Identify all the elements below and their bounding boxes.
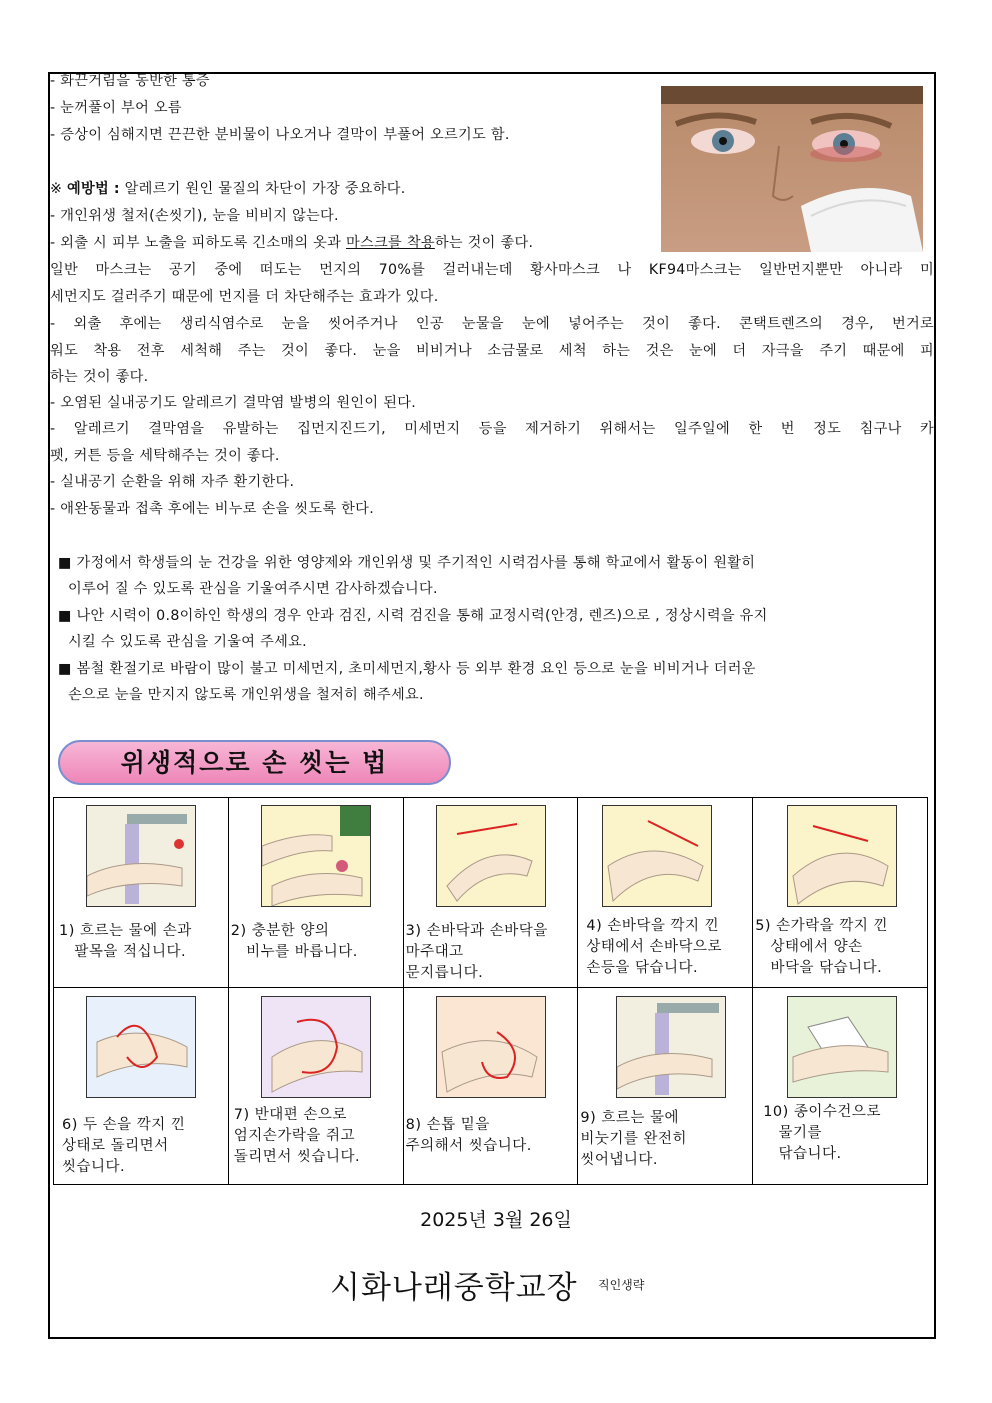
step-cell-1	[54, 798, 229, 988]
prevention-mask	[50, 234, 533, 252]
notice-2-line-2: 시킬 수 있도록 관심을 기울여 주세요.	[68, 634, 307, 650]
step-5-caption: 5) 손가락을 깍지 낀 상태에서 양손 바닥을 닦습니다.	[755, 918, 888, 976]
thumb-wash-icon	[261, 996, 371, 1098]
seal-omitted: 직인생략	[598, 1278, 645, 1292]
step-cell-2	[228, 798, 403, 988]
back-of-hand-icon	[602, 805, 712, 907]
soap-pump-icon	[261, 805, 371, 907]
bullet-square: ■	[58, 555, 72, 571]
notice-3-line-2: 손으로 눈을 만지지 않도록 개인위생을 철저히 해주세요.	[68, 687, 424, 703]
notice-2-line-1: 나안 시력이 0.8이하인 학생의 경우 안과 검진, 시력 검진을 통해 교정시력(안경, 렌즈)으로 , 정상시력을 유지	[76, 608, 768, 624]
step-3-caption: 3) 손바닥과 손바닥을 마주대고 문지릅니다.	[405, 923, 548, 981]
step-9-caption: 9) 흐르는 물에 비눗기를 완전히 씻어냅니다.	[580, 1110, 688, 1168]
step-1-caption: 1) 흐르는 물에 손과 팔목을 적십니다.	[59, 923, 192, 960]
mask-text-underlined: 마스크를 착용	[346, 235, 435, 251]
issue-date: 2025년 3월 26일	[420, 1209, 572, 1231]
step-cell-8	[403, 988, 578, 1185]
prevention-hygiene: - 개인위생 철저(손씻기), 눈을 비비지 않는다.	[50, 208, 339, 224]
prevention-indoor-air: - 오염된 실내공기도 알레르기 결막염 발병의 원인이 된다.	[50, 395, 417, 411]
school-principal: 시화나래중학교장	[330, 1270, 578, 1306]
notice-1-line-1: 가정에서 학생들의 눈 건강을 위한 영양제와 개인위생 및 주기적인 시력검사를 통해 학교에서 활동이 원활히	[76, 555, 756, 571]
notice-2	[58, 607, 768, 625]
step-8-caption: 8) 손톱 밑을 주의해서 씻습니다.	[405, 1117, 532, 1154]
symptom-eyelid: - 눈꺼풀이 부어 오름	[50, 100, 182, 116]
symptom-burning: - 화끈거림을 동반한 통증	[50, 73, 210, 89]
red-eye-photo	[661, 86, 923, 252]
eye-wash-line-3: 하는 것이 좋다.	[50, 369, 149, 385]
notice-3-line-1: 봄철 환절기로 바람이 많이 불고 미세먼지, 초미세먼지,황사 등 외부 환경 요인 등으로 눈을 비비거나 더러운	[76, 661, 756, 677]
notice-3	[58, 660, 756, 678]
symptom-discharge: - 증상이 심해지면 끈끈한 분비물이 나오거나 결막이 부풀어 오르기도 함.	[50, 127, 510, 143]
step-cell-5	[753, 798, 928, 988]
notice-1	[58, 554, 934, 572]
step-7-caption: 7) 반대편 손으로 엄지손가락을 쥐고 돌리면서 씻습니다.	[233, 1107, 361, 1165]
step-cell-3	[403, 798, 578, 988]
prevention-heading: 예방법	[67, 181, 110, 197]
rotate-hands-icon	[86, 996, 196, 1098]
bullet-square: ■	[58, 661, 72, 677]
notice-1-line-2: 이루어 질 수 있도록 관심을 기울여주시면 감사하겠습니다.	[68, 581, 438, 597]
mask-text-post: 하는 것이 좋다.	[434, 235, 534, 251]
rub-palms-icon	[436, 805, 546, 907]
step-cell-9	[578, 988, 753, 1185]
mask-text-pre: - 외출 시 피부 노출을 피하도록 긴소매의 옷과	[50, 235, 346, 251]
nail-wash-icon	[436, 996, 546, 1098]
handwash-steps-table	[53, 797, 928, 1185]
step-10-caption: 10) 종이수건으로 물기를 닦습니다.	[763, 1104, 881, 1162]
step-cell-4	[578, 798, 753, 988]
prevention-lead-text: 알레르기 원인 물질의 차단이 가장 중요하다.	[124, 181, 406, 197]
step-6-caption: 6) 두 손을 깍지 낀 상태로 돌리면서 씻습니다.	[62, 1117, 186, 1175]
running-water-icon	[86, 805, 196, 907]
step-2-caption: 2) 충분한 양의 비누를 바릅니다.	[230, 923, 358, 960]
reference-mark: ※	[50, 181, 63, 197]
paper-towel-icon	[787, 996, 897, 1098]
dust-mites-line-1: - 알레르기 결막염을 유발하는 집먼지진드기, 미세먼지 등을 제거하기 위해서는 일주일에 한 번 정도 침구나 카	[50, 421, 934, 437]
step-cell-7	[228, 988, 403, 1185]
bullet-square: ■	[58, 608, 72, 624]
rinse-water-icon	[616, 996, 726, 1098]
interlace-fingers-icon	[787, 805, 897, 907]
prevention-pets: - 애완동물과 접촉 후에는 비누로 손을 씻도록 한다.	[50, 501, 375, 517]
dust-mites-line-2: 펫, 커튼 등을 세탁해주는 것이 좋다.	[50, 448, 280, 464]
eye-wash-line-1: - 외출 후에는 생리식염수로 눈을 씻어주거나 인공 눈물을 눈에 넣어주는 것이 좋다. 콘택트렌즈의 경우, 번거로	[50, 316, 934, 332]
eye-wash-line-2: 워도 착용 전후 세척해 주는 것이 좋다. 눈을 비비거나 소금물로 세척 하는 것은 눈에 더 자극을 주기 때문에 피	[50, 343, 934, 359]
mask-explain-line-1: 일반 마스크는 공기 중에 떠도는 먼지의 70%를 걸러내는데 황사마스크 나 KF94마스크는 일반먼지뿐만 아니라 미	[50, 262, 934, 278]
prevention-ventilate: - 실내공기 순환을 위해 자주 환기한다.	[50, 474, 295, 490]
step-4-caption: 4) 손바닥을 깍지 낀 상태에서 손바닥으로 손등을 닦습니다.	[586, 918, 723, 976]
mask-explain-line-2: 세먼지도 걸러주기 때문에 먼지를 더 차단해주는 효과가 있다.	[50, 289, 439, 305]
prevention-colon: :	[113, 181, 120, 197]
prevention-lead	[50, 180, 406, 198]
step-cell-10	[753, 988, 928, 1185]
handwash-title: 위생적으로 손 씻는 법	[58, 740, 451, 785]
step-cell-6	[54, 988, 229, 1185]
